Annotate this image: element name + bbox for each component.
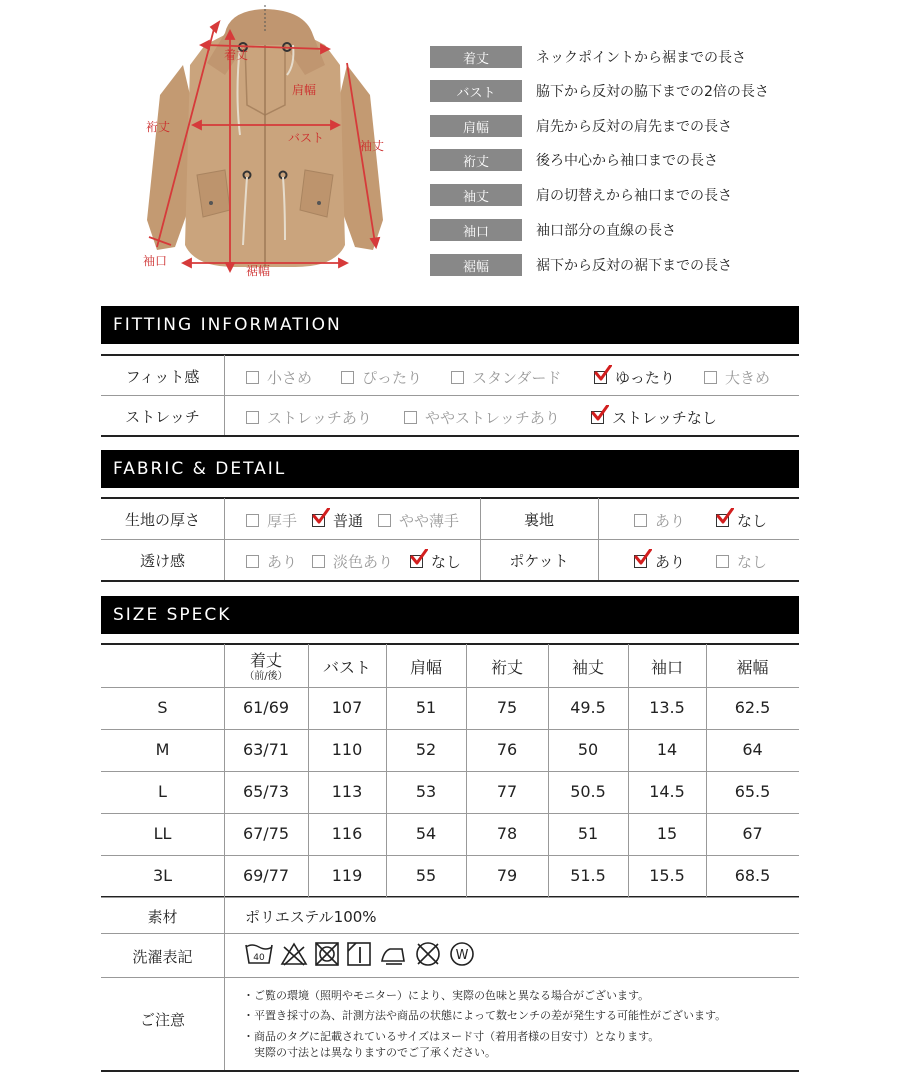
pocket-label: ポケット [509,552,569,570]
checkbox[interactable] [594,371,607,384]
thickness-label: 生地の厚さ [124,511,200,529]
checkbox[interactable] [246,371,259,384]
iron-low-icon [378,941,408,967]
option-label: 大きめ [725,369,771,387]
jacket-diagram [135,5,395,280]
fit-option[interactable] [704,367,770,388]
fit-option[interactable] [594,367,675,388]
checkmark-icon [410,549,428,567]
size-cell: 113 [331,782,363,801]
diagram-label-yukitake: 裄丈 [146,120,171,134]
diagram-label-bust: バスト [288,131,325,145]
size-column-header [706,655,799,678]
size-column-label: 肩幅 [409,658,442,677]
option-label: なし [737,553,768,571]
fit-option[interactable] [451,367,561,388]
table-divider [101,897,799,898]
right-pocket [300,170,333,217]
table-divider [224,355,225,435]
legend-desc: 後ろ中心から袖口までの長さ [536,153,718,169]
diagram-label-sodeguchi: 袖口 [143,254,168,268]
size-cell: 75 [496,698,518,717]
stretch-option[interactable] [246,407,372,428]
table-divider [101,539,799,540]
thickness-option[interactable] [312,510,363,531]
size-cell: 15.5 [649,866,685,885]
checkbox[interactable] [378,514,391,527]
legend-row-yukitake [430,149,718,171]
size-column-header [628,655,706,678]
size-cell: 69/77 [242,866,290,885]
legend-tag: 肩幅 [430,115,522,137]
legend-row-katahaba [430,115,732,137]
size-column-label: 裄丈 [490,658,523,677]
checkmark-icon [634,549,652,567]
pocket-option[interactable] [634,551,685,572]
checkmark-icon [312,508,330,526]
size-cell: 76 [496,740,518,759]
note-line: ・平置き採寸の為、計測方法や商品の状態によって数センチの差が発生する可能性がございます。 [243,1009,727,1022]
legend-desc: ネックポイントから裾までの長さ [536,50,746,66]
wet-clean-icon [448,940,476,968]
legend-desc: 肩先から反対の肩先までの長さ [536,119,732,135]
legend-row-kitake [430,46,746,68]
option-label: 厚手 [267,512,298,530]
checkbox[interactable] [704,371,717,384]
size-column-sublabel: （前/後） [244,671,288,682]
option-label: ゆったり [615,369,675,387]
size-cell: 50 [577,740,599,759]
option-label: あり [267,553,298,571]
option-label: あり [655,512,686,530]
size-cell: 65/73 [242,782,290,801]
wash-40-icon [244,941,274,967]
legend-tag: 裾幅 [430,254,522,276]
option-label: スタンダード [472,369,562,387]
size-cell: 50.5 [570,782,606,801]
legend-tag: 袖口 [430,219,522,241]
option-label: 淡色あり [333,553,394,571]
size-cell: 15 [656,824,678,843]
size-row-label: L [158,782,167,801]
section-header-fabric: FABRIC & DETAIL [101,450,799,488]
size-cell: 54 [415,824,437,843]
checkmark-icon [716,508,734,526]
checkbox[interactable] [634,555,647,568]
size-cell: 61/69 [242,698,290,717]
size-cell: 64 [742,740,763,759]
table-divider [101,855,799,856]
checkbox[interactable] [634,514,647,527]
size-cell: 107 [331,698,363,717]
care-label: 洗濯表記 [132,948,193,966]
checkmark-icon [594,365,612,383]
option-label: なし [737,512,768,530]
option-label: ぴったり [362,369,423,387]
diagram-label-kitake: 着丈 [224,48,249,62]
thickness-option[interactable] [378,510,459,531]
checkbox[interactable] [451,371,464,384]
fit-option[interactable] [341,367,422,388]
sheerness-option[interactable] [312,551,393,572]
size-row-label: S [157,698,168,717]
legend-tag: 裄丈 [430,149,522,171]
wet-clean-letter: W [455,948,469,963]
legend-tag: 袖丈 [430,184,522,206]
size-cell: 68.5 [734,866,771,885]
table-border [101,354,799,356]
size-column-header [224,648,308,683]
table-divider [224,897,225,1070]
stretch-option[interactable] [591,407,717,428]
legend-tag: バスト [430,80,522,102]
checkbox[interactable] [404,411,417,424]
stretch-label: ストレッチ [125,408,200,426]
size-column-header [466,655,548,678]
size-cell: 67 [742,824,763,843]
legend-desc: 袖口部分の直線の長さ [536,223,676,239]
size-cell: 119 [331,866,363,885]
size-column-label: 袖丈 [571,658,604,677]
legend-desc: 肩の切替えから袖口までの長さ [536,188,732,204]
size-cell: 110 [331,740,363,759]
table-divider [101,977,799,978]
size-cell: 49.5 [570,698,606,717]
size-column-label: 袖口 [650,658,683,677]
size-row-label: M [155,740,170,759]
size-cell: 79 [496,866,518,885]
no-bleach-icon [280,941,308,967]
option-label: ストレッチあり [267,409,372,427]
size-column-header [548,655,628,678]
table-border [101,1070,799,1072]
checkmark-icon [591,405,609,423]
table-divider [101,729,799,730]
left-pocket [197,170,230,217]
note-line: ・ご覧の環境（照明やモニター）により、実際の色味と異なる場合がございます。 [243,989,650,1002]
checkbox[interactable] [341,371,354,384]
table-divider [101,813,799,814]
size-cell: 53 [415,782,437,801]
table-divider [101,687,799,688]
size-cell: 55 [415,866,437,885]
checkbox[interactable] [246,555,259,568]
checkbox[interactable] [716,514,729,527]
line-dry-shade-icon [346,941,372,967]
legend-row-sodeguchi [430,219,676,241]
diagram-label-katahaba: 肩幅 [292,83,317,97]
size-cell: 77 [496,782,518,801]
option-label: 普通 [333,512,364,530]
option-label: ストレッチなし [612,409,717,427]
size-cell: 116 [331,824,363,843]
table-divider [224,498,225,580]
section-header-fitting: FITTING INFORMATION [101,306,799,344]
checkbox[interactable] [246,411,259,424]
care-icons [244,940,476,968]
thickness-option[interactable] [246,510,297,531]
stretch-option[interactable] [404,407,560,428]
checkbox[interactable] [716,555,729,568]
section-header-size: SIZE SPECK [101,596,799,634]
size-cell: 62.5 [734,698,771,717]
sheerness-option[interactable] [410,551,461,572]
notes-label: ご注意 [139,1011,185,1029]
size-cell: 51.5 [570,866,606,885]
legend-row-sodetake [430,184,732,206]
size-column-header [308,655,386,678]
table-border [101,580,799,582]
size-cell: 52 [415,740,437,759]
table-border [101,497,799,499]
checkbox[interactable] [312,555,325,568]
no-dry-clean-icon [414,940,442,968]
size-cell: 51 [577,824,599,843]
size-row-label: LL [153,824,172,843]
size-cell: 78 [496,824,518,843]
size-cell: 51 [415,698,437,717]
note-line: 実際の寸法とは異なりますのでご了承ください。 [243,1046,496,1059]
sheerness-label: 透け感 [139,552,185,570]
size-row-label: 3L [152,866,173,885]
fit-option[interactable] [246,367,312,388]
legend-tag: 着丈 [430,46,522,68]
table-border [101,435,799,437]
material-value: ポリエステル100% [245,908,377,926]
table-border [101,643,799,645]
wash-temp: 40 [253,953,265,963]
size-column-label: 裾幅 [736,658,769,677]
option-label: 小さめ [267,369,313,387]
table-divider [598,498,599,580]
table-divider [101,771,799,772]
option-label: なし [431,553,462,571]
table-divider [101,395,799,396]
size-cell: 14.5 [649,782,685,801]
diagram-label-sodetake: 袖丈 [360,139,385,153]
legend-desc: 裾下から反対の裾下までの長さ [536,258,732,274]
fit-label: フィット感 [125,368,200,386]
size-cell: 67/75 [242,824,290,843]
legend-row-susohaba [430,254,732,276]
option-label: ややストレッチあり [425,409,560,427]
checkbox[interactable] [312,514,325,527]
checkbox[interactable] [246,514,259,527]
size-cell: 63/71 [242,740,290,759]
size-column-label: 着丈 [249,651,282,670]
size-cell: 65.5 [734,782,771,801]
lining-option[interactable] [634,510,685,531]
no-tumble-dry-icon [314,941,340,967]
checkbox[interactable] [591,411,604,424]
size-column-label: バスト [322,658,371,677]
option-label: あり [655,553,686,571]
option-label: やや薄手 [399,512,460,530]
size-cell: 14 [656,740,678,759]
lining-label: 裏地 [523,511,554,529]
size-column-header [386,655,466,678]
lining-option[interactable] [716,510,767,531]
note-line: ・商品のタグに記載されているサイズはヌード寸（着用者様の目安寸）となります。 [243,1030,660,1043]
pocket-option[interactable] [716,551,767,572]
legend-desc: 脇下から反対の脇下までの2倍の長さ [536,84,769,100]
checkbox[interactable] [410,555,423,568]
legend-row-bust [430,80,769,102]
size-cell: 13.5 [649,698,685,717]
sheerness-option[interactable] [246,551,297,572]
table-divider [101,933,799,934]
material-label: 素材 [147,908,178,926]
diagram-label-susohaba: 裾幅 [246,264,271,278]
